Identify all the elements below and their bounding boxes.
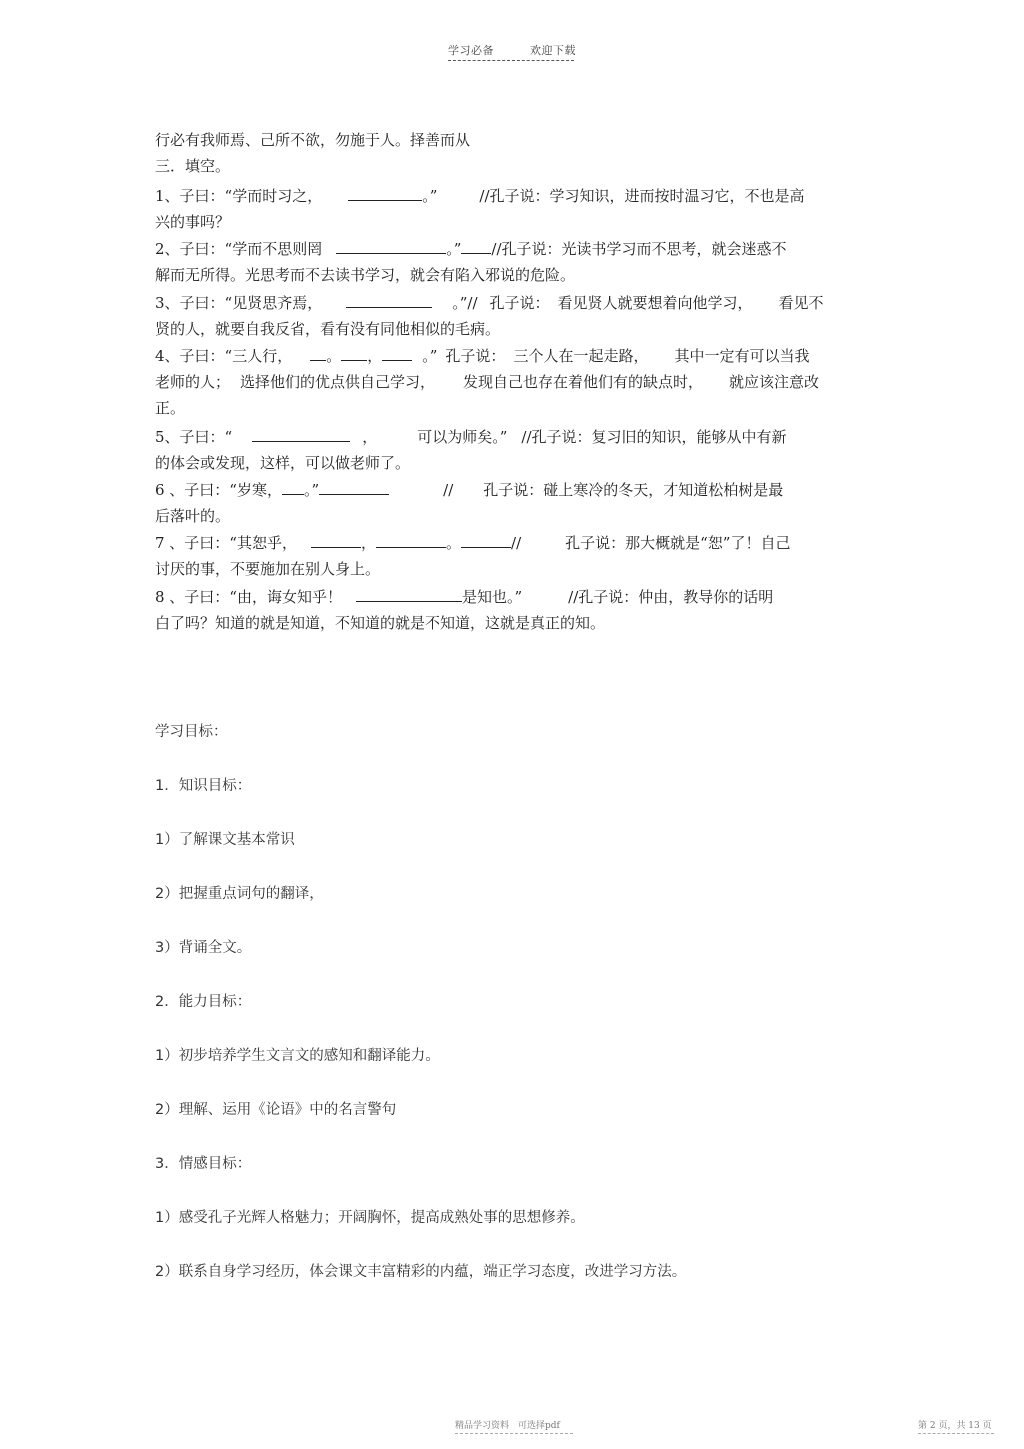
answer-blank[interactable] — [461, 239, 491, 254]
text-line: 的体会或发现，这样，可以做老师了。 — [155, 454, 411, 472]
answer-blank[interactable] — [282, 480, 304, 495]
text-line: 兴的事吗？ — [155, 213, 231, 231]
objectives-title: 学习目标： — [155, 724, 228, 740]
objective-heading: 1．知识目标： — [155, 778, 252, 794]
text-line: 老师的人； 选择他们的优点供自己学习， 发现自己也存在着他们有的缺点时， 就应该注意改 — [155, 373, 820, 391]
question-3: 3、子曰：“见贤思齐焉， 。”// 孔子说： 看见贤人就要想着向他学习， 看见不 — [155, 294, 824, 312]
objective-item: 1）初步培养学生文言文的感知和翻译能力。 — [155, 1048, 440, 1064]
question-4: 4、子曰：“三人行， 。 ， 。” 孔子说： 三个人在一起走路， 其中一定有可以当我 — [155, 347, 810, 365]
answer-blank[interactable] — [382, 346, 412, 361]
objective-item: 2）理解、运用《论语》中的名言警句 — [155, 1102, 397, 1118]
answer-blank[interactable] — [310, 346, 326, 361]
answer-blank[interactable] — [311, 533, 361, 548]
answer-blank[interactable] — [341, 346, 367, 361]
question-1: 1、子曰：“学而时习之， 。” //孔子说：学习知识，进而按时温习它，不也是高 — [155, 187, 805, 205]
text-line: 白了吗？知道的就是知道，不知道的就是不知道，这就是真正的知。 — [155, 614, 606, 632]
question-2: 2、子曰：“学而不思则罔 。” //孔子说：光读书学习而不思考，就会迷惑不 — [155, 240, 787, 258]
answer-blank[interactable] — [346, 293, 432, 308]
answer-blank[interactable] — [348, 186, 422, 201]
objective-heading: 2．能力目标： — [155, 994, 252, 1010]
objective-item: 1）感受孔子光辉人格魅力；开阔胸怀，提高成熟处事的思想修养。 — [155, 1210, 585, 1226]
question-6: 6 、子曰：“岁寒， 。” // 孔子说：碰上寒冷的冬天，才知道松柏树是最 — [155, 481, 784, 499]
section-heading: 三．填空。 — [155, 157, 231, 175]
answer-blank[interactable] — [319, 480, 389, 495]
objective-item: 2）联系自身学习经历，体会课文丰富精彩的内蕴，端正学习态度，改进学习方法。 — [155, 1264, 687, 1280]
objective-item: 2）把握重点词句的翻译， — [155, 886, 324, 902]
footer-middle: 可选择pdf — [518, 1421, 560, 1431]
answer-blank[interactable] — [376, 533, 446, 548]
text-line: 贤的人，就要自我反省，看有没有同他相似的毛病。 — [155, 320, 501, 338]
header-divider — [448, 60, 574, 61]
question-8: 8 、子曰：“由，诲女知乎！ 是知也。” //孔子说：仲由，教导你的话明 — [155, 588, 774, 606]
text-line: 后落叶的。 — [155, 507, 231, 525]
objective-item: 3）背诵全文。 — [155, 940, 252, 956]
question-5: 5、子曰：“ ， 可以为师矣。” //孔子说：复习旧的知识，能够从中有新 — [155, 428, 787, 446]
header-left: 学习必备 — [448, 44, 494, 57]
objective-heading: 3．情感目标： — [155, 1156, 252, 1172]
question-7: 7 、子曰：“其恕乎， ， 。 // 孔子说：那大概就是“恕”了！自己 — [155, 534, 791, 552]
footer-divider — [455, 1433, 573, 1434]
page-number: 第 2 页，共 13 页 — [918, 1421, 992, 1431]
text-line: 解而无所得。光思考而不去读书学习，就会有陷入邪说的危险。 — [155, 266, 576, 284]
text-line: 行必有我师焉、己所不欲，勿施于人。择善而从 — [155, 131, 471, 149]
answer-blank[interactable] — [252, 427, 350, 442]
objective-item: 1）了解课文基本常识 — [155, 832, 295, 848]
footer-left: 精品学习资料 — [455, 1421, 510, 1431]
answer-blank[interactable] — [356, 587, 462, 602]
answer-blank[interactable] — [461, 533, 511, 548]
footer-divider — [918, 1433, 994, 1434]
page-header — [448, 42, 576, 58]
header-right: 欢迎下载 — [530, 44, 576, 57]
answer-blank[interactable] — [336, 239, 446, 254]
text-line: 讨厌的事，不要施加在别人身上。 — [155, 560, 381, 578]
text-line: 正。 — [155, 399, 186, 417]
